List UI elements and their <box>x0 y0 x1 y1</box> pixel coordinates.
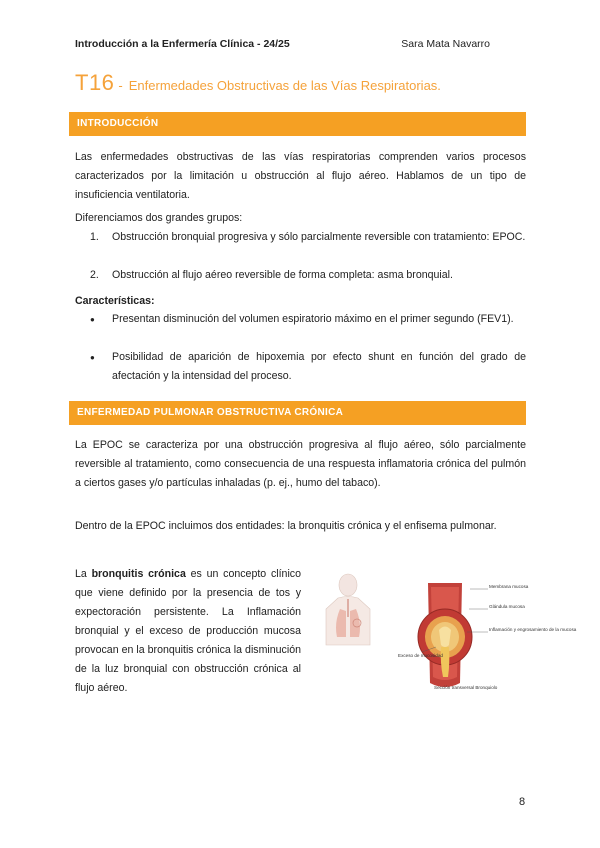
author-name: Sara Mata Navarro <box>401 38 490 50</box>
label-membrana: Membrana mucosa <box>489 584 529 589</box>
list-item <box>90 228 526 247</box>
course-title: Introducción a la Enfermería Clínica - 24/25 <box>75 38 290 50</box>
section-heading-epoc: ENFERMEDAD PULMONAR OBSTRUCTIVA CRÓNICA <box>69 401 526 425</box>
topic-text: Enfermedades Obstructivas de las Vías Respiratorias. <box>128 78 441 93</box>
bronquitis-post: es un concepto clínico que viene definido por la presencia de tos y expectoración persistente. La Inflamación bronquial y el exceso de producción mucosa provocan en la bronquitis crónica la disminución de la luz bronquial con obstrucción crónica al flujo aéreo. <box>75 568 301 694</box>
epoc-paragraph: La EPOC se caracteriza por una obstrucción progresiva al flujo aéreo, sólo parcialmente reversible al tratamiento, como consecuencia de una respuesta inflamatoria crónica del pulmón a ciertos gases y/o partículas inhaladas (p. ej., humo del tabaco). <box>75 439 526 489</box>
label-exceso: Exceso de mucosidad <box>398 653 443 658</box>
bronquitis-paragraph <box>75 565 301 698</box>
list-item <box>90 266 526 285</box>
label-inflamacion: Inflamación y engrosamiento de la mucosa <box>489 627 577 632</box>
list-item <box>90 310 526 329</box>
bronchiole-illustration <box>310 565 577 700</box>
title-dash: - <box>118 78 123 93</box>
intro-paragraph: Las enfermedades obstructivas de las vías respiratorias comprenden varios procesos caracterizados por la limitación u obstrucción al flujo aéreo. Hablamos de un tipo de insuficiencia ventilatoria. <box>75 151 526 201</box>
bronchiole-section <box>418 583 488 687</box>
characteristics-heading: Características: <box>75 295 155 307</box>
label-seccion: Sección transversal Bronquiolo <box>434 685 498 690</box>
label-glandula: Glándula mucosa <box>489 604 525 609</box>
list-marker: 2. <box>90 269 99 281</box>
page-number: 8 <box>519 796 526 808</box>
epoc-entities-paragraph: Dentro de la EPOC incluimos dos entidades: la bronquitis crónica y el enfisema pulmonar. <box>75 520 497 532</box>
bronquitis-pre: La <box>75 568 92 580</box>
list-item <box>90 348 526 386</box>
bronquitis-term: bronquitis crónica <box>91 568 186 580</box>
list-text: Obstrucción bronquial progresiva y sólo parcialmente reversible con tratamiento: EPOC. <box>112 231 526 243</box>
list-text: Obstrucción al flujo aéreo reversible de forma completa: asma bronquial. <box>112 269 453 281</box>
torso-figure <box>326 574 370 645</box>
list-text: Presentan disminución del volumen espiratorio máximo en el primer segundo (FEV1). <box>112 313 514 325</box>
page-header <box>75 38 525 52</box>
list-marker: 1. <box>90 231 99 243</box>
section-heading-intro: INTRODUCCIÓN <box>69 112 526 136</box>
groups-intro: Diferenciamos dos grandes grupos: <box>75 212 243 224</box>
topic-number: T16 <box>75 70 115 95</box>
bullet-icon: ● <box>90 315 95 324</box>
bullet-icon: ● <box>90 353 95 362</box>
list-text: Posibilidad de aparición de hipoxemia por efecto shunt en función del grado de afectación y la intensidad del proceso. <box>112 351 526 382</box>
topic-title <box>75 70 441 96</box>
